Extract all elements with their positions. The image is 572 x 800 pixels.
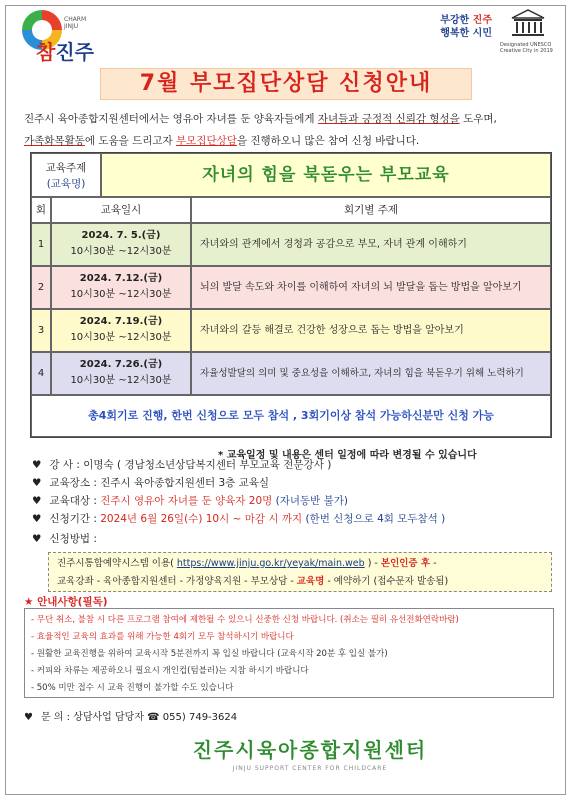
intro-text: 에 도움을 드리고자	[84, 135, 177, 147]
unesco-badge	[500, 8, 556, 68]
info-target	[32, 492, 348, 510]
reservation-text: 교육강좌 - 육아종합지원센터 - 가정양육지원 - 부모상담 -	[57, 576, 297, 587]
slogan-prefix: 부강한	[440, 15, 470, 26]
reservation-text: -	[430, 558, 437, 569]
info-label: 교육대상 :	[49, 495, 97, 507]
info-instructor	[32, 456, 331, 474]
intro-text: 도우며,	[459, 113, 497, 125]
unesco-temple-icon	[508, 8, 548, 38]
row2-datetime	[51, 266, 191, 309]
info-label: 신청방법 :	[49, 533, 97, 545]
row3-time: 10시30분 ~12시30분	[70, 332, 172, 343]
info-value: 진주시 영유아 자녀를 둔 양육자 20명	[96, 495, 273, 507]
heart-icon: ♥	[32, 533, 42, 545]
row4-topic: 자율성발달의 의미 및 중요성을 이해하고, 자녀의 힘을 북돋우기 위해 노력하기	[191, 352, 551, 395]
info-place	[32, 474, 269, 492]
header-datetime: 교육일시	[51, 197, 191, 223]
info-method	[32, 530, 97, 548]
heart-icon: ♥	[32, 495, 42, 507]
intro-line2	[24, 130, 552, 152]
footer-center-name: 진주시육아종합지원센터	[192, 738, 428, 762]
intro-text: 을 진행하오니 많은 참여 신청 바랍니다.	[236, 135, 420, 147]
header-session: 회	[31, 197, 51, 223]
contact-info	[24, 708, 237, 723]
info-period	[32, 510, 445, 528]
logo-charm-text: CHARM JINJU	[64, 16, 87, 30]
intro-highlight: 가족화목활동	[24, 135, 85, 147]
reservation-line1	[57, 555, 543, 573]
subject-label-sub: (교육명)	[46, 178, 86, 190]
info-label: 신청기간 :	[49, 513, 97, 525]
info-value: 이명숙 ( 경남청소년상담복지센터 부모교육 전문강사 )	[79, 459, 332, 471]
reservation-course-name: 교육명	[296, 576, 325, 587]
footer-logo	[150, 734, 470, 784]
reservation-text: ) -	[364, 558, 381, 569]
subject-label-text: 교육주제	[45, 162, 87, 174]
page-title: 7월 부모집단상담 신청안내	[100, 68, 472, 100]
reservation-text: - 예약하기 (접수문자 발송됨)	[324, 576, 449, 587]
row1-time: 10시30분 ~12시30분	[70, 246, 172, 257]
contact-value: 상담사업 담당자 ☎ 055) 749-3624	[70, 712, 238, 723]
row4-date: 2024. 7.26.(금)	[79, 359, 163, 370]
row1-datetime	[51, 223, 191, 266]
reservation-text: 진주시통합예약시스템 이용(	[57, 558, 177, 569]
row1-date: 2024. 7. 5.(금)	[81, 230, 161, 241]
contact-label: 문 의 :	[40, 712, 71, 723]
notice-line: - 원활한 교육진행을 위하여 교육시작 5분전까지 꼭 입실 바랍니다 (교육시작 20분 후 입실 불가)	[31, 649, 388, 659]
unesco-text: Designated UNESCO Creative City in 2019	[500, 42, 553, 54]
row3-date: 2024. 7.19.(금)	[79, 316, 163, 327]
slogan-city: 진주	[472, 15, 492, 26]
info-extra: (한번 신청으로 4회 모두참석 )	[302, 513, 446, 525]
intro-text: 진주시 육아종합지원센터에서는 영유아 자녀를 둔 양육자들에게	[24, 113, 318, 125]
reservation-link[interactable]: https://www.jinju.go.kr/yeyak/main.web	[176, 558, 365, 569]
row4-num: 4	[31, 352, 51, 395]
row3-topic: 자녀와의 갈등 해결로 건강한 성장으로 돕는 방법을 알아보기	[191, 309, 551, 352]
subject-label	[31, 153, 101, 197]
schedule-change-note: * 교육일정 및 내용은 센터 일정에 따라 변경될 수 있습니다	[218, 450, 477, 461]
logo-name: 진주	[55, 40, 94, 64]
reservation-auth: 본인인증 후	[380, 558, 431, 569]
schedule-summary: 총4회기로 진행, 한번 신청으로 모두 참석 , 3회기이상 참석 가능하신분만 신청 가능	[31, 395, 551, 437]
info-value: 2024년 6월 26일(수) 10시 ~ 마감 시 까지	[96, 513, 303, 525]
row3-datetime	[51, 309, 191, 352]
row2-time: 10시30분 ~12시30분	[70, 289, 172, 300]
intro-highlight: 자녀들과 긍정적 신뢰감 형성을	[317, 113, 460, 125]
notice-title: ★ 안내사항(필독)	[24, 596, 108, 608]
logo-char: 참	[36, 40, 56, 64]
info-label: 강 사 :	[49, 459, 80, 471]
heart-icon: ♥	[32, 459, 42, 471]
row4-time: 10시30분 ~12시30분	[70, 375, 172, 386]
row2-num: 2	[31, 266, 51, 309]
row2-date: 2024. 7.12.(금)	[79, 273, 163, 284]
row1-num: 1	[31, 223, 51, 266]
info-label: 교육장소 :	[49, 477, 97, 489]
row2-topic: 뇌의 발달 속도와 차이를 이해하여 자녀의 뇌 발달을 돕는 방법을 알아보기	[191, 266, 551, 309]
notice-line: - 50% 미만 접수 시 교육 진행이 불가할 수도 있습니다	[31, 683, 234, 693]
header-topic: 회기별 주제	[191, 197, 551, 223]
footer-center-sub: JINJU SUPPORT CENTER FOR CHILDCARE	[232, 765, 388, 772]
intro-line1	[24, 108, 552, 130]
info-extra: (자녀동반 불가)	[272, 495, 348, 507]
info-value: 진주시 육아종합지원센터 3층 교육실	[96, 477, 270, 489]
logo-text	[36, 36, 94, 65]
notice-line: - 효율적인 교육의 효과를 위해 가능한 4회기 모두 참석하시기 바랍니다	[31, 632, 294, 642]
notice-line: - 무단 취소, 불참 시 다른 프로그램 참여에 제한될 수 있으니 신중한 신청 바랍니다. (취소는 필히 유선전화연락바람)	[31, 615, 459, 625]
notice-line: - 커피와 차류는 제공하오니 필요시 개인컵(텀블러)는 지참 하시기 바랍니다	[31, 666, 309, 676]
reservation-line2	[57, 573, 543, 591]
city-slogan	[432, 14, 492, 40]
notice-box	[24, 608, 554, 698]
heart-icon: ♥	[32, 513, 42, 525]
heart-icon: ♥	[32, 477, 42, 489]
row4-datetime	[51, 352, 191, 395]
intro-paragraph	[24, 108, 552, 152]
subject-value: 자녀의 힘을 북돋우는 부모교육	[101, 153, 551, 197]
heart-icon: ♥	[24, 712, 33, 723]
schedule-table	[30, 152, 552, 438]
row3-num: 3	[31, 309, 51, 352]
notice-section	[24, 594, 554, 693]
slogan-line2: 행복한 시민	[440, 28, 492, 39]
slogan-line1	[432, 14, 492, 27]
reservation-instructions	[48, 552, 552, 592]
row1-topic: 자녀와의 관계에서 경청과 공감으로 부모, 자녀 관계 이해하기	[191, 223, 551, 266]
charm-jinju-logo	[22, 10, 102, 65]
intro-highlight: 부모집단상담	[176, 135, 237, 147]
